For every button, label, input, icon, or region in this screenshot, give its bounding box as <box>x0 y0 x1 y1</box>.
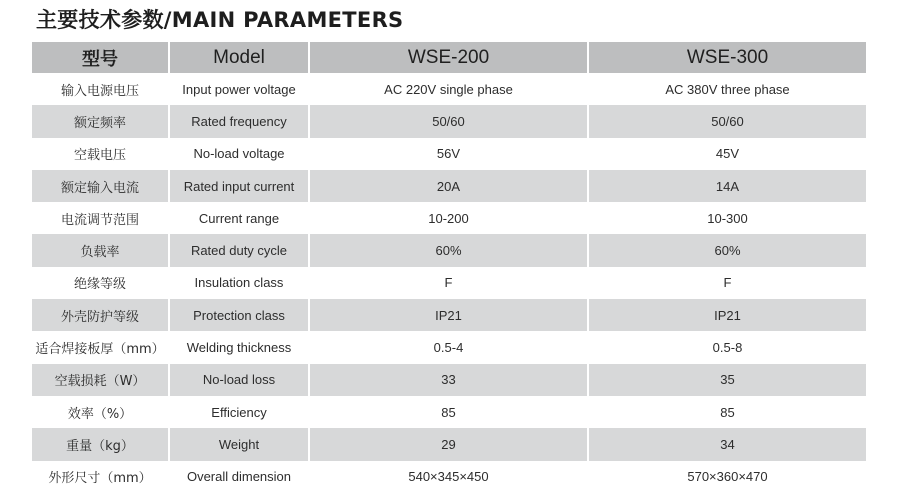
param-name-en: Input power voltage <box>170 73 310 105</box>
value-wse-200: 20A <box>310 170 589 202</box>
param-name-en: Rated input current <box>170 170 310 202</box>
table-row <box>32 73 866 105</box>
table-row <box>32 267 866 299</box>
value-wse-200: 56V <box>310 138 589 170</box>
value-wse-200: AC 220V single phase <box>310 73 589 105</box>
value-wse-300: 570×360×470 <box>589 461 866 493</box>
table-row <box>32 202 866 234</box>
param-name-en: Rated frequency <box>170 105 310 137</box>
value-wse-300: 60% <box>589 234 866 266</box>
table-row <box>32 396 866 428</box>
param-name-en: Rated duty cycle <box>170 234 310 266</box>
table-row <box>32 105 866 137</box>
header-wse-200: WSE-200 <box>310 42 589 73</box>
table-row <box>32 138 866 170</box>
table-row <box>32 170 866 202</box>
value-wse-300: F <box>589 267 866 299</box>
param-name-en: Insulation class <box>170 267 310 299</box>
table-row <box>32 299 866 331</box>
value-wse-300: 45V <box>589 138 866 170</box>
value-wse-200: 60% <box>310 234 589 266</box>
param-name-en: Efficiency <box>170 396 310 428</box>
table-row <box>32 461 866 493</box>
param-name-zh: 空载电压 <box>32 138 170 170</box>
param-name-en: Overall dimension <box>170 461 310 493</box>
value-wse-200: 33 <box>310 364 589 396</box>
param-name-zh: 额定输入电流 <box>32 170 170 202</box>
table-row <box>32 331 866 363</box>
header-model-zh: 型号 <box>32 42 170 73</box>
table-row <box>32 364 866 396</box>
value-wse-300: IP21 <box>589 299 866 331</box>
param-name-zh: 重量（kg） <box>32 428 170 460</box>
param-name-zh: 外壳防护等级 <box>32 299 170 331</box>
param-name-zh: 适合焊接板厚（mm） <box>32 331 170 363</box>
value-wse-200: 0.5-4 <box>310 331 589 363</box>
value-wse-200: 85 <box>310 396 589 428</box>
param-name-zh: 输入电源电压 <box>32 73 170 105</box>
header-wse-300: WSE-300 <box>589 42 866 73</box>
param-name-zh: 效率（%） <box>32 396 170 428</box>
page-title: 主要技术参数/MAIN PARAMETERS <box>36 8 404 32</box>
value-wse-200: 50/60 <box>310 105 589 137</box>
param-name-en: No-load loss <box>170 364 310 396</box>
value-wse-300: 14A <box>589 170 866 202</box>
param-name-en: Protection class <box>170 299 310 331</box>
value-wse-300: 85 <box>589 396 866 428</box>
value-wse-200: 10-200 <box>310 202 589 234</box>
value-wse-200: F <box>310 267 589 299</box>
value-wse-200: IP21 <box>310 299 589 331</box>
value-wse-300: AC 380V three phase <box>589 73 866 105</box>
value-wse-200: 29 <box>310 428 589 460</box>
param-name-zh: 负载率 <box>32 234 170 266</box>
param-name-zh: 绝缘等级 <box>32 267 170 299</box>
param-name-en: Welding thickness <box>170 331 310 363</box>
table-row <box>32 428 866 460</box>
param-name-zh: 空载损耗（W） <box>32 364 170 396</box>
table-row <box>32 234 866 266</box>
param-name-zh: 额定频率 <box>32 105 170 137</box>
table-header <box>32 42 866 73</box>
param-name-en: Current range <box>170 202 310 234</box>
param-name-en: No-load voltage <box>170 138 310 170</box>
value-wse-300: 50/60 <box>589 105 866 137</box>
value-wse-300: 0.5-8 <box>589 331 866 363</box>
param-name-en: Weight <box>170 428 310 460</box>
value-wse-300: 34 <box>589 428 866 460</box>
table-body <box>32 73 866 493</box>
parameters-table <box>32 42 866 493</box>
header-model-en: Model <box>170 42 310 73</box>
value-wse-200: 540×345×450 <box>310 461 589 493</box>
value-wse-300: 35 <box>589 364 866 396</box>
param-name-zh: 外形尺寸（mm） <box>32 461 170 493</box>
param-name-zh: 电流调节范围 <box>32 202 170 234</box>
header-row <box>32 42 866 73</box>
value-wse-300: 10-300 <box>589 202 866 234</box>
